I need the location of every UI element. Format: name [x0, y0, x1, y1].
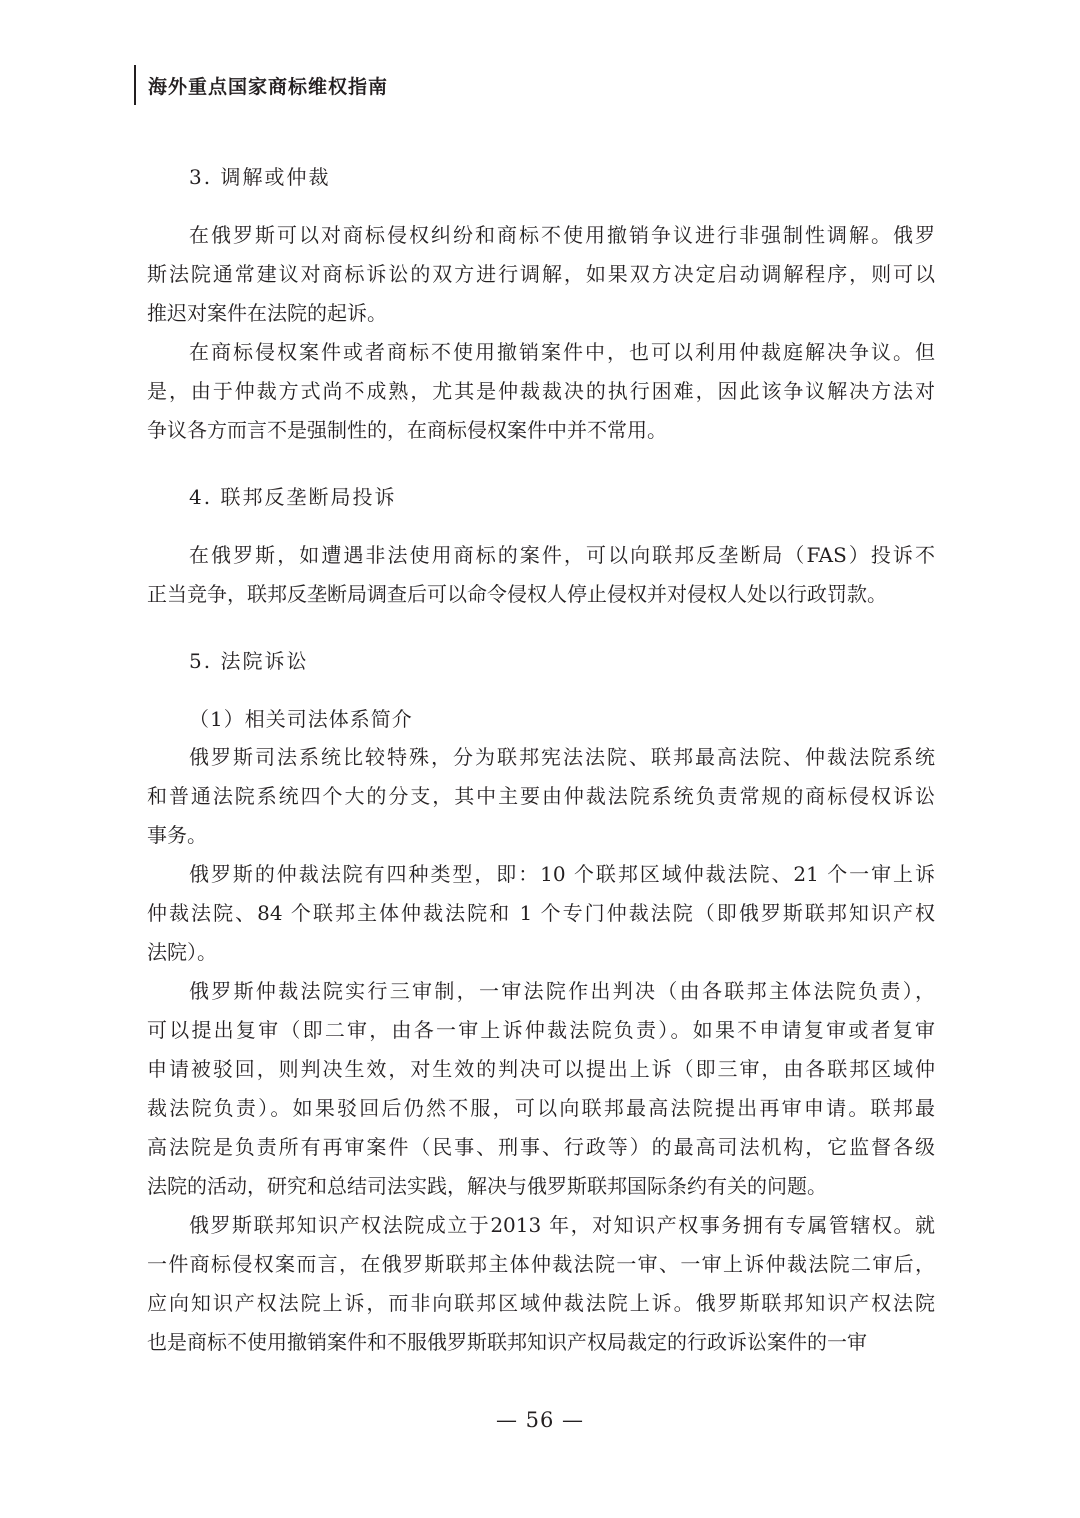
running-header: [134, 64, 388, 106]
text-line: 斯法院通常建议对商标诉讼的双方进行调解，如果双方决定启动调解程序，则可以: [147, 262, 935, 286]
text-line: 事务。: [147, 823, 207, 847]
paragraph: [147, 536, 935, 614]
text-line: 在商标侵权案件或者商标不使用撤销案件中，也可以利用仲裁庭解决争议。但: [189, 340, 935, 364]
text-line: 法院的活动，研究和总结司法实践，解决与俄罗斯联邦国际条约有关的问题。: [147, 1174, 827, 1198]
text-line: 俄罗斯仲裁法院实行三审制，一审法院作出判决（由各联邦主体法院负责），: [189, 979, 935, 1003]
paragraph: [147, 738, 935, 855]
text-line: 推迟对案件在法院的起诉。: [147, 301, 387, 325]
paragraph: [147, 216, 935, 333]
page-number: — 56 —: [495, 1408, 585, 1432]
section-heading: 5. 法院诉讼: [189, 649, 309, 673]
text-line: 申请被驳回，则判决生效，对生效的判决可以提出上诉（即三审，由各联邦区域仲: [147, 1057, 935, 1081]
section-heading: 4. 联邦反垄断局投诉: [189, 485, 397, 509]
sub-heading: （1）相关司法体系简介: [189, 707, 413, 731]
text-line: 正当竞争，联邦反垄断局调查后可以命令侵权人停止侵权并对侵权人处以行政罚款。: [147, 582, 887, 606]
text-line: 法院）。: [147, 940, 217, 964]
text-line: 在俄罗斯，如遭遇非法使用商标的案件，可以向联邦反垄断局（FAS）投诉不: [189, 543, 935, 567]
text-line: 在俄罗斯可以对商标侵权纠纷和商标不使用撤销争议进行非强制性调解。俄罗: [189, 223, 935, 247]
text-line: 仲裁法院、84 个联邦主体仲裁法院和 1 个专门仲裁法院（即俄罗斯联邦知识产权: [147, 901, 935, 925]
text-line: 可以提出复审（即二审，由各一审上诉仲裁法院负责）。如果不申请复审或者复审: [147, 1018, 935, 1042]
text-line: 俄罗斯司法系统比较特殊，分为联邦宪法法院、联邦最高法院、仲裁法院系统: [189, 745, 935, 769]
text-line: 一件商标侵权案而言，在俄罗斯联邦主体仲裁法院一审、一审上诉仲裁法院二审后，: [147, 1252, 935, 1276]
text-line: 争议各方而言不是强制性的，在商标侵权案件中并不常用。: [147, 418, 667, 442]
text-line: 是，由于仲裁方式尚不成熟，尤其是仲裁裁决的执行困难，因此该争议解决方法对: [147, 379, 935, 403]
paragraph: [147, 972, 935, 1206]
text-line: 也是商标不使用撤销案件和不服俄罗斯联邦知识产权局裁定的行政诉讼案件的一审: [147, 1330, 867, 1354]
text-line: 裁法院负责）。如果驳回后仍然不服，可以向联邦最高法院提出再审申请。联邦最: [147, 1096, 935, 1120]
text-line: 高法院是负责所有再审案件（民事、刑事、行政等）的最高司法机构，它监督各级: [147, 1135, 935, 1159]
paragraph: [147, 855, 935, 972]
book-title: 海外重点国家商标维权指南: [148, 75, 389, 98]
header-rule: [134, 65, 136, 105]
text-line: 和普通法院系统四个大的分支，其中主要由仲裁法院系统负责常规的商标侵权诉讼: [147, 784, 935, 808]
section-heading: 3. 调解或仲裁: [189, 165, 331, 189]
page-body: [147, 158, 935, 1362]
paragraph: [147, 1206, 935, 1362]
text-line: 应向知识产权法院上诉，而非向联邦区域仲裁法院上诉。俄罗斯联邦知识产权法院: [147, 1291, 935, 1315]
text-line: 俄罗斯的仲裁法院有四种类型，即：10 个联邦区域仲裁法院、21 个一审上诉: [189, 862, 935, 886]
paragraph: [147, 333, 935, 450]
text-line: 俄罗斯联邦知识产权法院成立于2013 年，对知识产权事务拥有专属管辖权。就: [189, 1213, 935, 1237]
